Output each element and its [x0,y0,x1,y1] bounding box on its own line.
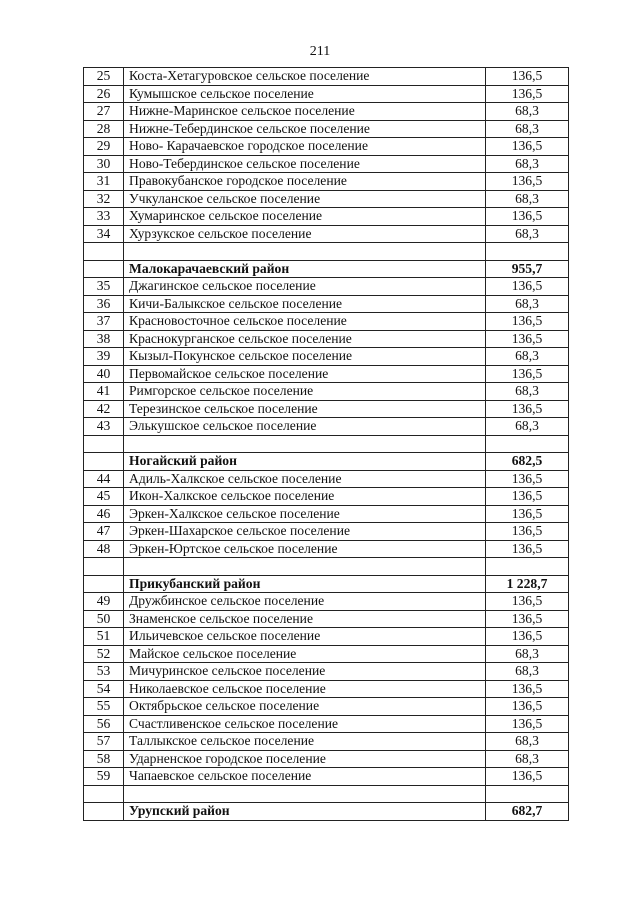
settlement-name-cell: Правокубанское городское поселение [124,173,486,191]
amount-cell: 68,3 [486,418,569,436]
empty-cell [124,243,486,261]
amount-cell: 136,5 [486,278,569,296]
row-number-cell: 26 [84,85,124,103]
amount-cell: 68,3 [486,383,569,401]
row-number-cell [84,453,124,471]
table-row [84,733,569,751]
table-row [84,348,569,366]
empty-cell [124,435,486,453]
district-name-cell: Малокарачаевский район [124,260,486,278]
row-number-cell: 59 [84,768,124,786]
district-total-cell: 1 228,7 [486,575,569,593]
row-number-cell: 36 [84,295,124,313]
settlement-name-cell: Джагинское сельское поселение [124,278,486,296]
row-number-cell: 55 [84,698,124,716]
table-row [84,698,569,716]
row-number-cell: 29 [84,138,124,156]
row-number-cell: 34 [84,225,124,243]
table-row [84,208,569,226]
amount-cell: 68,3 [486,225,569,243]
empty-cell [84,435,124,453]
amount-cell: 136,5 [486,173,569,191]
table-row [84,593,569,611]
row-number-cell: 39 [84,348,124,366]
table-row [84,488,569,506]
row-number-cell: 49 [84,593,124,611]
settlement-name-cell: Кумышское сельское поселение [124,85,486,103]
amount-cell: 136,5 [486,680,569,698]
amount-cell: 68,3 [486,295,569,313]
table-row [84,628,569,646]
settlement-name-cell: Хумаринское сельское поселение [124,208,486,226]
settlement-name-cell: Майское сельское поселение [124,645,486,663]
settlement-name-cell: Таллыкское сельское поселение [124,733,486,751]
row-number-cell: 37 [84,313,124,331]
table-row [84,295,569,313]
settlement-name-cell: Счастливенское сельское поселение [124,715,486,733]
table-row [84,680,569,698]
table-spacer-row [84,785,569,803]
amount-cell: 68,3 [486,663,569,681]
row-number-cell: 40 [84,365,124,383]
district-name-cell: Прикубанский район [124,575,486,593]
settlement-name-cell: Эркен-Шахарское сельское поселение [124,523,486,541]
row-number-cell: 57 [84,733,124,751]
table-row [84,540,569,558]
amount-cell: 68,3 [486,645,569,663]
amount-cell: 136,5 [486,365,569,383]
settlement-name-cell: Учкуланское сельское поселение [124,190,486,208]
settlement-name-cell: Красновосточное сельское поселение [124,313,486,331]
table-row [84,610,569,628]
amount-cell: 136,5 [486,208,569,226]
row-number-cell: 50 [84,610,124,628]
empty-cell [486,435,569,453]
settlement-name-cell: Краснокурганское сельское поселение [124,330,486,348]
settlement-name-cell: Николаевское сельское поселение [124,680,486,698]
row-number-cell: 53 [84,663,124,681]
amount-cell: 136,5 [486,85,569,103]
row-number-cell: 47 [84,523,124,541]
amount-cell: 68,3 [486,348,569,366]
amount-cell: 136,5 [486,400,569,418]
table-body [84,68,569,821]
settlement-name-cell: Знаменское сельское поселение [124,610,486,628]
row-number-cell: 45 [84,488,124,506]
amount-cell: 136,5 [486,488,569,506]
district-row [84,453,569,471]
settlement-name-cell: Ново-Тебердинское сельское поселение [124,155,486,173]
row-number-cell: 54 [84,680,124,698]
amount-cell: 136,5 [486,698,569,716]
settlement-name-cell: Чапаевское сельское поселение [124,768,486,786]
table-row [84,505,569,523]
amount-cell: 136,5 [486,523,569,541]
empty-cell [124,785,486,803]
table-row [84,138,569,156]
amount-cell: 136,5 [486,593,569,611]
district-name-cell: Ногайский район [124,453,486,471]
table-row [84,190,569,208]
settlement-name-cell: Октябрьское сельское поселение [124,698,486,716]
amount-cell: 136,5 [486,628,569,646]
amount-cell: 68,3 [486,190,569,208]
amount-cell: 136,5 [486,330,569,348]
table-row [84,663,569,681]
empty-cell [84,243,124,261]
table-row [84,173,569,191]
settlement-name-cell: Терезинское сельское поселение [124,400,486,418]
table-row [84,313,569,331]
row-number-cell: 27 [84,103,124,121]
settlement-name-cell: Римгорское сельское поселение [124,383,486,401]
table-row [84,418,569,436]
settlement-name-cell: Адиль-Халкское сельское поселение [124,470,486,488]
district-row [84,803,569,821]
row-number-cell: 46 [84,505,124,523]
row-number-cell: 41 [84,383,124,401]
table-row [84,365,569,383]
settlement-name-cell: Элькушское сельское поселение [124,418,486,436]
empty-cell [486,243,569,261]
row-number-cell: 52 [84,645,124,663]
settlement-name-cell: Эркен-Халкское сельское поселение [124,505,486,523]
page-number: 211 [309,44,331,59]
row-number-cell: 51 [84,628,124,646]
settlements-table [83,67,569,821]
table-row [84,645,569,663]
row-number-cell: 30 [84,155,124,173]
row-number-cell: 35 [84,278,124,296]
table-spacer-row [84,243,569,261]
table-row [84,225,569,243]
settlement-name-cell: Мичуринское сельское поселение [124,663,486,681]
table-row [84,120,569,138]
table-row [84,750,569,768]
settlement-name-cell: Кызыл-Покунское сельское поселение [124,348,486,366]
amount-cell: 136,5 [486,138,569,156]
settlement-name-cell: Хурзукское сельское поселение [124,225,486,243]
table-row [84,103,569,121]
row-number-cell: 38 [84,330,124,348]
settlement-name-cell: Первомайское сельское поселение [124,365,486,383]
row-number-cell: 56 [84,715,124,733]
settlement-name-cell: Нижне-Тебердинское сельское поселение [124,120,486,138]
row-number-cell: 28 [84,120,124,138]
table-row [84,768,569,786]
amount-cell: 136,5 [486,505,569,523]
row-number-cell: 43 [84,418,124,436]
empty-cell [84,558,124,576]
table-row [84,470,569,488]
district-total-cell: 682,5 [486,453,569,471]
district-total-cell: 682,7 [486,803,569,821]
row-number-cell: 32 [84,190,124,208]
amount-cell: 68,3 [486,750,569,768]
table-row [84,278,569,296]
district-name-cell: Урупский район [124,803,486,821]
row-number-cell: 48 [84,540,124,558]
settlement-name-cell: Эркен-Юртское сельское поселение [124,540,486,558]
settlement-name-cell: Ново- Карачаевское городское поселение [124,138,486,156]
district-row [84,260,569,278]
settlement-name-cell: Кичи-Балыкское сельское поселение [124,295,486,313]
table-row [84,68,569,86]
empty-cell [124,558,486,576]
empty-cell [84,785,124,803]
table-row [84,400,569,418]
settlement-name-cell: Дружбинское сельское поселение [124,593,486,611]
amount-cell: 136,5 [486,768,569,786]
table-row [84,383,569,401]
amount-cell: 136,5 [486,540,569,558]
amount-cell: 136,5 [486,68,569,86]
amount-cell: 136,5 [486,470,569,488]
table-spacer-row [84,435,569,453]
empty-cell [486,785,569,803]
row-number-cell: 25 [84,68,124,86]
table-row [84,85,569,103]
table-row [84,330,569,348]
settlement-name-cell: Нижне-Маринское сельское поселение [124,103,486,121]
amount-cell: 68,3 [486,733,569,751]
amount-cell: 136,5 [486,313,569,331]
amount-cell: 68,3 [486,103,569,121]
row-number-cell: 58 [84,750,124,768]
row-number-cell [84,260,124,278]
row-number-cell [84,575,124,593]
settlement-name-cell: Коста-Хетагуровское сельское поселение [124,68,486,86]
table-row [84,715,569,733]
settlement-name-cell: Ударненское городское поселение [124,750,486,768]
table-row [84,155,569,173]
empty-cell [486,558,569,576]
row-number-cell: 42 [84,400,124,418]
row-number-cell: 44 [84,470,124,488]
row-number-cell [84,803,124,821]
amount-cell: 136,5 [486,715,569,733]
district-row [84,575,569,593]
settlement-name-cell: Икон-Халкское сельское поселение [124,488,486,506]
amount-cell: 68,3 [486,120,569,138]
amount-cell: 68,3 [486,155,569,173]
district-total-cell: 955,7 [486,260,569,278]
row-number-cell: 33 [84,208,124,226]
table-spacer-row [84,558,569,576]
table-row [84,523,569,541]
amount-cell: 136,5 [486,610,569,628]
row-number-cell: 31 [84,173,124,191]
settlement-name-cell: Ильичевское сельское поселение [124,628,486,646]
